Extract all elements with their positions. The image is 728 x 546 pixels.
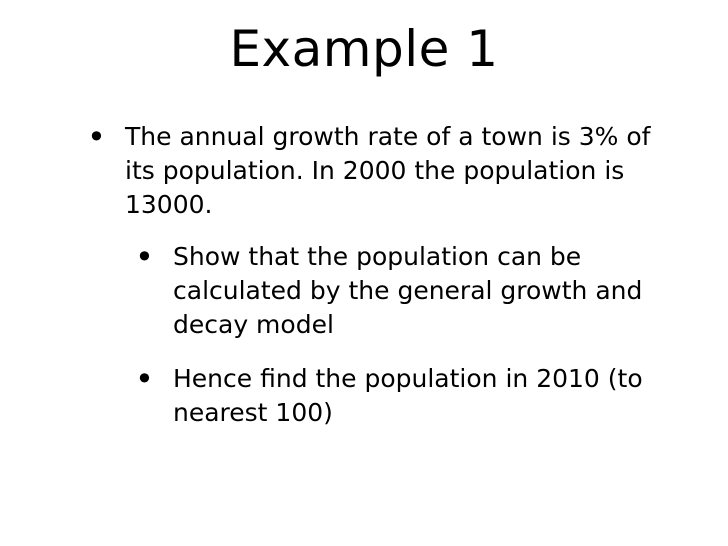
bullet-item-1 — [87, 120, 707, 230]
bullet-line: 13000. — [125, 190, 213, 219]
bullet-text — [173, 362, 643, 430]
bullet-text — [173, 240, 642, 342]
bullet-line: its population. In 2000 the population is — [125, 156, 625, 185]
bullet-line: decay model — [173, 310, 334, 339]
bullet-line: Show that the population can be — [173, 242, 582, 271]
sub-bullet-item-1 — [135, 240, 695, 350]
bullet-icon: • — [87, 118, 106, 156]
bullet-line: Hence find the population in 2010 (to — [173, 364, 643, 393]
sub-bullet-item-2 — [135, 362, 695, 442]
bullet-icon: • — [135, 238, 154, 276]
bullet-icon: • — [135, 360, 154, 398]
slide-title: Example 1 — [229, 20, 499, 78]
bullet-line: The annual growth rate of a town is 3% of — [125, 122, 651, 151]
bullet-text — [125, 120, 650, 222]
bullet-line: nearest 100) — [173, 398, 333, 427]
bullet-line: calculated by the general growth and — [173, 276, 643, 305]
